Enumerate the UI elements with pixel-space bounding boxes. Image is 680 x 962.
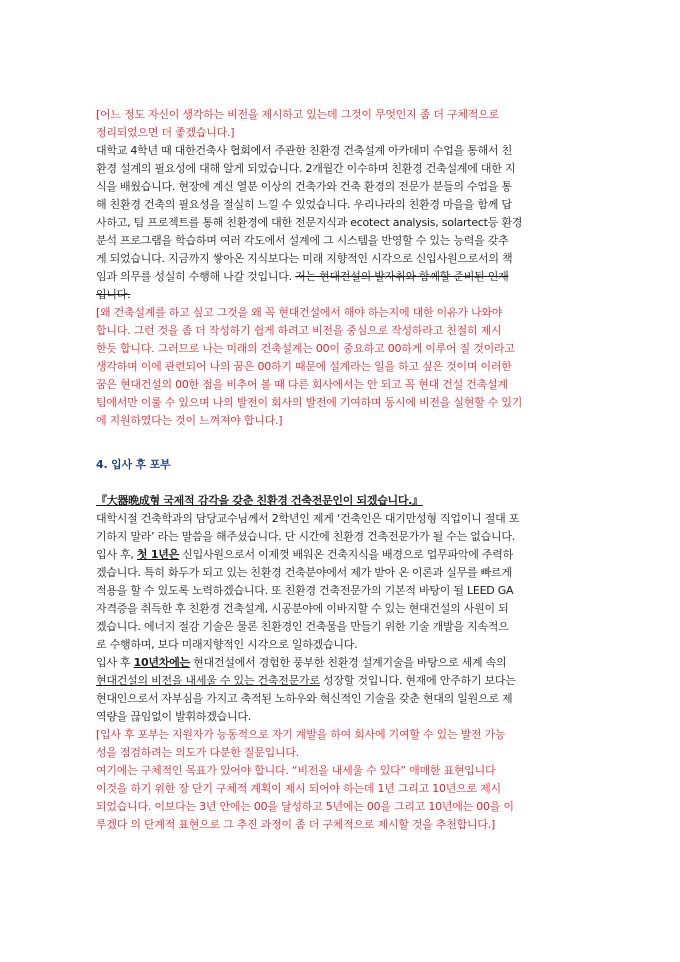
comment-block-1	[96, 106, 586, 142]
comment-line: 생각하며 이에 관련되어 나의 꿈은 00하기 때문에 설계라는 일을 하고 싶은 것이며 이러한	[96, 360, 512, 373]
body-text: 신입사원으로서 이제껏 배워온 건축지식을 배경으로 업무파악에 주력하	[179, 548, 514, 561]
body-line: 겠습니다. 에너지 절감 기술은 물론 친환경인 건축물을 만들기 위한 기술 개발을 지속적으	[96, 620, 509, 633]
comment-line: [입사 후 포부는 지원자가 능동적으로 자기 계발을 하여 회사에 기여할 수 있는 발전 가능	[96, 728, 506, 741]
body-line	[96, 546, 586, 564]
comment-line: 팀에서만 이룰 수 있으며 나의 발전이 회사의 발전에 기여하며 동시에 비전을 실현할 수 있기	[96, 396, 523, 409]
emphasis-text: 첫 1년은	[136, 548, 179, 561]
body-line: 현대인으로서 자부심을 가지고 축적된 노하우와 혁신적인 기술을 갖춘 현대의 일원으로 제	[96, 692, 513, 705]
body-line	[96, 268, 586, 286]
body-text: 성장할 것입니다. 현재에 안주하기 보다는	[319, 674, 516, 687]
section-subtitle: 『大器晩成형 국제적 감각을 갖춘 친환경 건축전문인이 되겠습니다.』	[96, 494, 423, 507]
comment-line: 성을 점검하려는 의도가 다분한 질문입니다.	[96, 746, 299, 759]
comment-line: 여기에는 구체적인 목표가 있어야 합니다. “비전을 내세울 수 있다” 애매한 표현입니다	[96, 764, 496, 777]
body-line: 환경 설계의 필요성에 대해 알게 되었습니다. 2개월간 이수하며 친환경 건축설계에 대한 지	[96, 162, 516, 175]
body-line: 해 친환경 건축의 필요성을 절실히 느낄 수 있었습니다. 우리나라의 친환경 마을을 함께 답	[96, 198, 512, 211]
comment-line: [어느 정도 자신이 생각하는 비전을 제시하고 있는데 그것이 무엇인지 좀 더 구체적으로	[96, 108, 499, 121]
body-line: 대학교 4학년 때 대한건축사 협회에서 주관한 친환경 건축설계 아카데미 수업을 통해서 친	[96, 144, 512, 157]
body-line	[96, 654, 586, 672]
body-line: 적용을 할 수 있도록 노력하겠습니다. 또 친환경 건축전문가의 기본적 바탕이 될 LEED GA	[96, 584, 514, 597]
body-line: 식을 배웠습니다. 현장에 계신 열분 이상의 건축가와 건축 환경의 전문가 분들의 수업을 통	[96, 180, 512, 193]
underlined-text: 현대건설의 비전을 내세울 수 있는 건축전문가로	[96, 674, 320, 687]
section-heading: 4. 입사 후 포부	[96, 458, 171, 471]
section-4-body	[96, 492, 586, 834]
body-line: 겠습니다. 특히 화두가 되고 있는 친환경 건축분야에서 제가 받아 온 이론과 실무를 빠르게	[96, 566, 512, 579]
comment-line: 정리되었으면 더 좋겠습니다.]	[96, 126, 235, 139]
struck-line: 입니다.	[96, 288, 131, 301]
body-line: 게 되었습니다. 지금까지 쌓아온 지식보다는 미래 지향적인 시각으로 신입사원으로서의 책	[96, 252, 513, 265]
body-text: 현대건설에서 경험한 풍부한 친환경 설계기술을 바탕으로 세계 속의	[189, 656, 507, 669]
body-line: 역량을 끊임없이 발휘하겠습니다.	[96, 710, 252, 723]
body-line	[96, 672, 586, 690]
emphasis-text: 10년차에는	[133, 656, 190, 669]
comment-line: [왜 건축설계를 하고 싶고 그것을 왜 꼭 현대건설에서 해야 하는지에 대한 이유가 나와야	[96, 306, 503, 319]
body-text: 임과 의무를 성실히 수행해 나갈 것입니다.	[96, 270, 296, 283]
comment-line: 꿈은 현대건설의 00한 점을 비추어 볼 때 다른 회사에서는 안 되고 꼭 현대 건설 건축설계	[96, 378, 508, 391]
comment-block-2	[96, 304, 586, 430]
struck-text: 저는 현대건설의 발자취와 함께할 준비된 인재	[295, 270, 509, 283]
comment-line: 되었습니다. 이보다는 3년 안에는 00을 달성하고 5년에는 00을 그리고 10년에는 00을 이	[96, 800, 514, 813]
body-line: 기하지 말라’ 라는 말씀을 해주셨습니다. 단 시간에 친환경 건축전문가가 될 수는 없습니다.	[96, 530, 515, 543]
body-line: 대학시절 건축학과의 담당교수님께서 2학년인 제게 ‘건축인은 대기만성형 직업이니 절대 포	[96, 512, 520, 525]
body-line: 로 수행하며, 보다 미래지향적인 시각으로 일하겠습니다.	[96, 638, 358, 651]
body-text: 입사 후,	[96, 548, 137, 561]
essay-paragraph	[96, 142, 586, 304]
body-line: 자격증을 취득한 후 친환경 건축설계, 시공분야에 이바지할 수 있는 현대건설의 사원이 되	[96, 602, 509, 615]
body-line: 분석 프로그램을 학습하며 여러 각도에서 설계에 그 시스템을 반영할 수 있는 능력을 갖추	[96, 234, 509, 247]
comment-line: 합니다. 그런 것을 좀 더 작성하기 쉽게 하려고 비전을 중심으로 작성하라고 친절히 제시	[96, 324, 502, 337]
comment-line: 이것을 하기 위한 장 단기 구체적 계획이 제시 되어야 하는데 1년 그리고 10년으로 제시	[96, 782, 501, 795]
body-text: 입사 후	[96, 656, 134, 669]
body-line: 사하고, 팀 프로젝트를 통해 친환경에 대한 전문지식과 ecotect analysis, solartect등 환경	[96, 216, 523, 229]
comment-line: 루겠다 의 단계적 표현으로 그 추진 과정이 좀 더 구체적으로 제시할 것을 추천합니다.]	[96, 818, 496, 831]
comment-line: 한듯 합니다. 그러므로 나는 미래의 건축설계는 00이 중요하고 00하게 이루어 질 것이라고	[96, 342, 515, 355]
comment-line: 에 지원하였다는 것이 느껴져야 합니다.]	[96, 414, 283, 427]
